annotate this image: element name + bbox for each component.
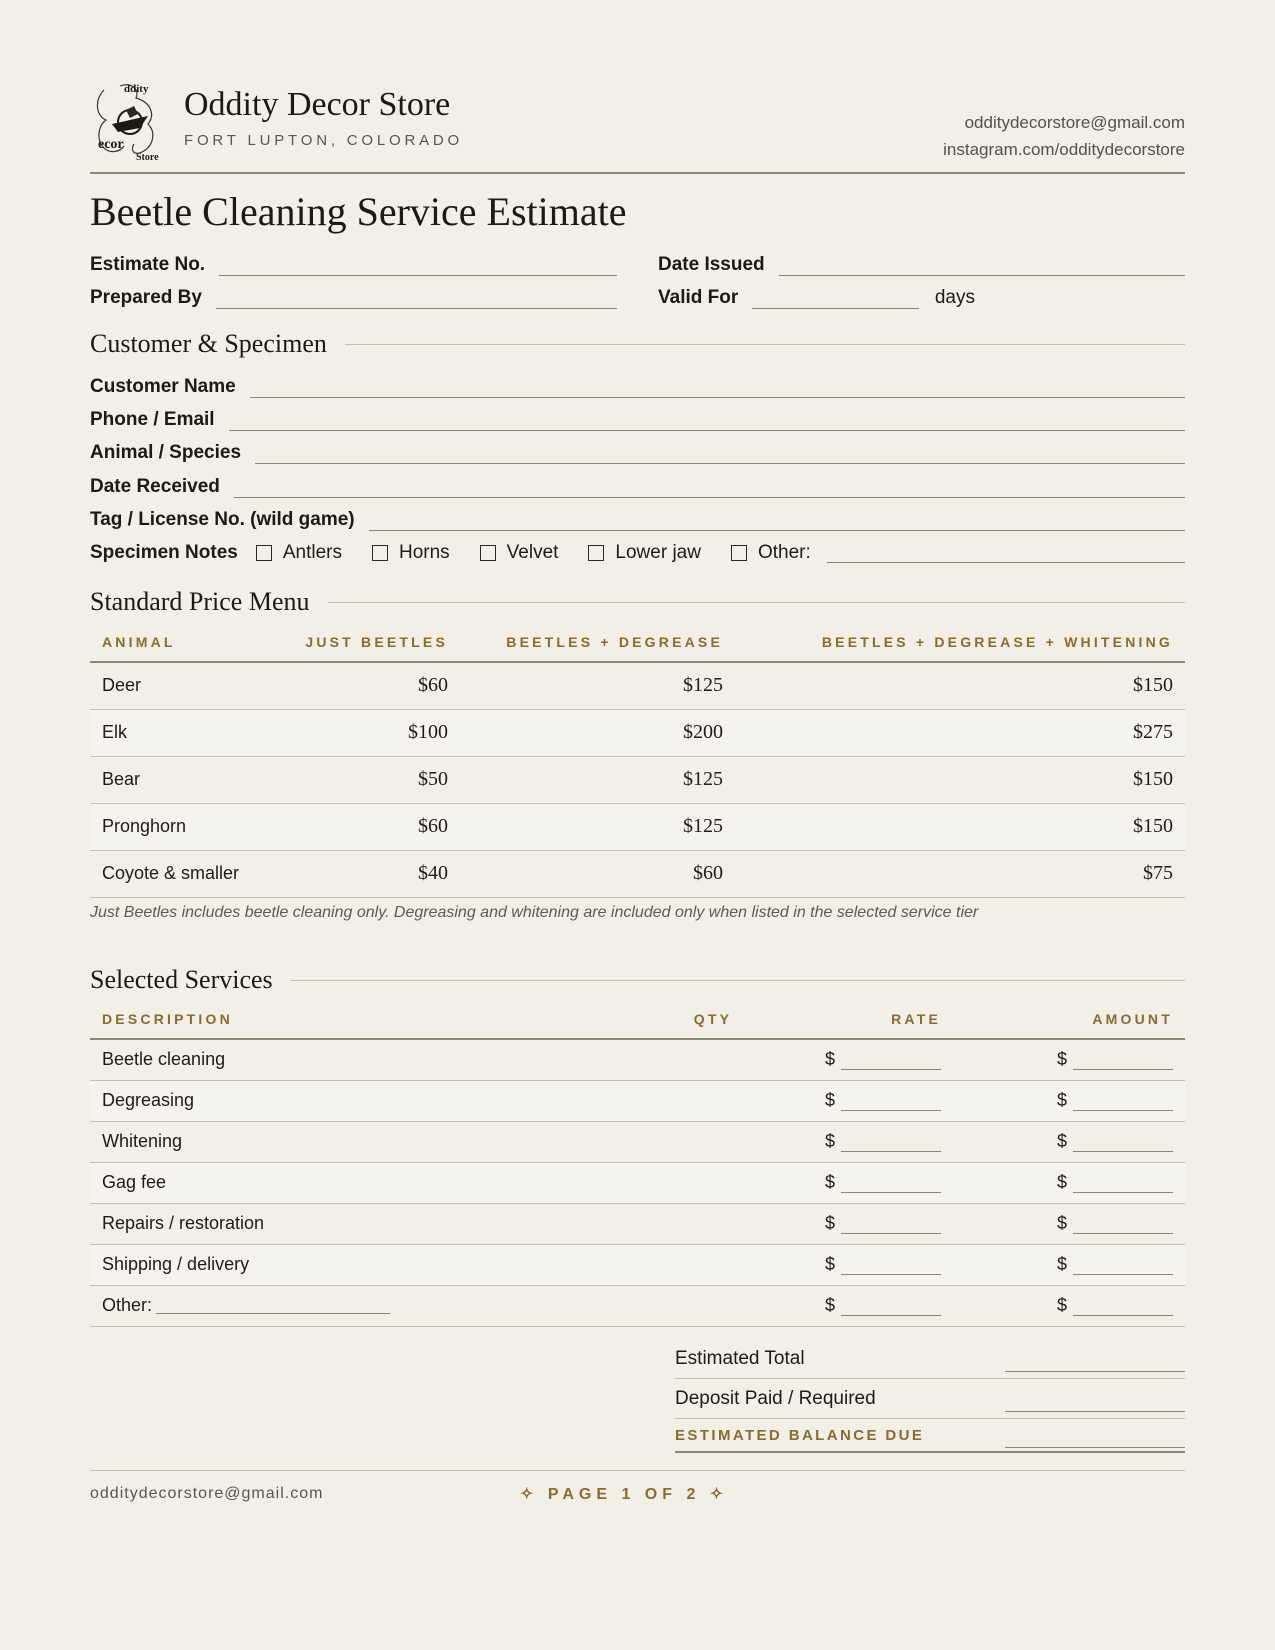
table-row [90, 1203, 1185, 1244]
service-description: Repairs / restoration [90, 1203, 673, 1244]
table-header-row [90, 999, 1185, 1039]
currency-symbol: $ [1056, 1213, 1067, 1233]
prepared-by-field[interactable] [90, 285, 617, 309]
service-description: Whitening [90, 1121, 673, 1162]
qty-cell[interactable] [673, 1203, 753, 1244]
column-header: DESCRIPTION [90, 999, 673, 1039]
services-table [90, 999, 1185, 1327]
store-name: Oddity Decor Store [184, 86, 451, 123]
currency-symbol: $ [1056, 1131, 1067, 1151]
section-rule [291, 980, 1185, 981]
estimate-no-field[interactable] [90, 252, 617, 276]
animal-cell: Elk [90, 709, 275, 756]
checkbox-label: Other: [757, 542, 811, 563]
price-cell: $150 [735, 803, 1185, 850]
phone-email-field[interactable] [90, 407, 1185, 431]
price-cell: $60 [275, 803, 460, 850]
contact-block [943, 109, 1185, 163]
table-row [90, 850, 1185, 897]
services-section-title: Selected Services [90, 965, 273, 994]
animal-cell: Coyote & smaller [90, 850, 275, 897]
date-issued-line[interactable] [779, 262, 1185, 276]
price-cell: $100 [275, 709, 460, 756]
checkbox-icon[interactable] [372, 545, 388, 561]
amount-cell[interactable] [953, 1244, 1185, 1285]
service-description: Shipping / delivery [90, 1244, 673, 1285]
rate-line[interactable] [841, 1056, 941, 1070]
tag-license-field[interactable] [90, 507, 1185, 531]
rate-line[interactable] [841, 1097, 941, 1111]
qty-cell[interactable] [673, 1244, 753, 1285]
currency-symbol: $ [1056, 1254, 1067, 1274]
svg-text:ecor: ecor [98, 137, 124, 152]
checkbox-label: Velvet [506, 542, 559, 563]
rate-cell[interactable] [753, 1080, 953, 1121]
document-title: Beetle Cleaning Service Estimate [90, 189, 627, 234]
section-rule [345, 344, 1185, 345]
customer-name-line[interactable] [250, 384, 1185, 398]
currency-symbol: $ [824, 1131, 835, 1151]
column-header: RATE [753, 999, 953, 1039]
amount-line[interactable] [1073, 1097, 1173, 1111]
animal-cell: Deer [90, 662, 275, 709]
deposit-row [675, 1379, 1185, 1419]
footer-email[interactable]: odditydecorstore@gmail.com [90, 1485, 324, 1502]
other-description-line[interactable] [156, 1300, 390, 1314]
page-indicator: ✧ PAGE 1 OF 2 ✧ [520, 1486, 729, 1503]
specimen-notes-label: Specimen Notes [90, 542, 238, 563]
checkbox-icon[interactable] [731, 545, 747, 561]
checkbox-icon[interactable] [256, 545, 272, 561]
amount-cell[interactable] [953, 1121, 1185, 1162]
service-description: Gag fee [90, 1162, 673, 1203]
amount-line[interactable] [1073, 1138, 1173, 1152]
checkbox-lower-jaw[interactable] [588, 542, 701, 564]
customer-section-header [90, 327, 1185, 361]
currency-symbol: $ [824, 1295, 835, 1315]
rate-cell[interactable] [753, 1244, 953, 1285]
tag-license-label: Tag / License No. (wild game) [90, 509, 355, 530]
amount-cell[interactable] [953, 1203, 1185, 1244]
qty-cell[interactable] [673, 1162, 753, 1203]
price-cell: $125 [460, 662, 735, 709]
service-description: Beetle cleaning [90, 1039, 673, 1080]
tag-license-line[interactable] [369, 517, 1185, 531]
qty-cell[interactable] [673, 1285, 753, 1326]
section-rule [328, 602, 1185, 603]
column-header: QTY [673, 999, 753, 1039]
rate-cell[interactable] [753, 1039, 953, 1080]
estimate-page [90, 0, 1185, 1650]
column-header: JUST BEETLES [275, 622, 460, 662]
table-row [90, 1162, 1185, 1203]
header [90, 80, 1185, 174]
currency-symbol: $ [824, 1254, 835, 1274]
price-cell: $75 [735, 850, 1185, 897]
other-notes-line[interactable] [827, 549, 1185, 563]
svg-text:ddity: ddity [124, 83, 149, 95]
svg-text:Store: Store [136, 152, 159, 163]
rate-cell[interactable] [753, 1285, 953, 1326]
table-row [90, 1121, 1185, 1162]
table-row [90, 1080, 1185, 1121]
checkbox-icon[interactable] [588, 545, 604, 561]
estimate-no-line[interactable] [219, 262, 617, 276]
price-cell: $150 [735, 662, 1185, 709]
estimate-no-label: Estimate No. [90, 254, 206, 275]
date-received-label: Date Received [90, 476, 220, 497]
price-menu-section-title: Standard Price Menu [90, 587, 310, 616]
estimated-total-label: Estimated Total [675, 1347, 805, 1369]
price-menu-section-header [90, 585, 1185, 619]
rate-line[interactable] [841, 1302, 941, 1316]
date-issued-label: Date Issued [658, 254, 765, 275]
balance-due-line[interactable] [1005, 1432, 1185, 1448]
valid-for-line[interactable] [752, 295, 919, 309]
rate-line[interactable] [841, 1261, 941, 1275]
table-row [90, 709, 1185, 756]
balance-due-label: ESTIMATED BALANCE DUE [675, 1426, 925, 1444]
currency-symbol: $ [824, 1213, 835, 1233]
customer-name-label: Customer Name [90, 376, 236, 397]
price-cell: $275 [735, 709, 1185, 756]
table-row [90, 1285, 1185, 1326]
checkbox-label: Lower jaw [615, 542, 701, 563]
date-received-field[interactable] [90, 474, 1185, 498]
currency-symbol: $ [1056, 1090, 1067, 1110]
animal-species-line[interactable] [255, 450, 1185, 464]
amount-cell[interactable] [953, 1039, 1185, 1080]
valid-for-suffix: days [934, 287, 975, 308]
amount-line[interactable] [1073, 1056, 1173, 1070]
customer-section-title: Customer & Specimen [90, 329, 327, 358]
checkbox-label: Horns [398, 542, 450, 563]
beetle-skull-logo-icon [90, 80, 166, 166]
table-header-row [90, 622, 1185, 662]
header-instagram[interactable]: instagram.com/odditydecorstore [943, 140, 1185, 159]
currency-symbol: $ [1056, 1295, 1067, 1315]
amount-line[interactable] [1073, 1220, 1173, 1234]
estimated-total-row [675, 1339, 1185, 1379]
valid-for-label: Valid For [658, 287, 739, 308]
rate-line[interactable] [841, 1138, 941, 1152]
deposit-label: Deposit Paid / Required [675, 1387, 876, 1409]
currency-symbol: $ [1056, 1049, 1067, 1070]
balance-due-row [675, 1419, 1185, 1453]
rate-cell[interactable] [753, 1203, 953, 1244]
amount-cell[interactable] [953, 1080, 1185, 1121]
footer [90, 1470, 1185, 1510]
phone-email-line[interactable] [229, 417, 1185, 431]
valid-for-field[interactable] [658, 285, 975, 309]
table-row [90, 1244, 1185, 1285]
price-menu-table [90, 622, 1185, 898]
price-cell: $50 [275, 756, 460, 803]
currency-symbol: $ [824, 1090, 835, 1110]
table-row [90, 1039, 1185, 1080]
checkbox-icon[interactable] [480, 545, 496, 561]
checkbox-other[interactable] [731, 542, 811, 564]
price-cell: $125 [460, 803, 735, 850]
column-header: BEETLES + DEGREASE + WHITENING [735, 622, 1185, 662]
store-location: FORT LUPTON, COLORADO [184, 132, 464, 149]
customer-name-field[interactable] [90, 374, 1185, 398]
header-email[interactable]: odditydecorstore@gmail.com [964, 113, 1185, 132]
currency-symbol: $ [824, 1172, 835, 1192]
service-description: Degreasing [90, 1080, 673, 1121]
qty-cell[interactable] [673, 1039, 753, 1080]
animal-species-field[interactable] [90, 440, 1185, 464]
price-menu-note: Just Beetles includes beetle cleaning only. Degreasing and whitening are included only when listed in the selected service tier [90, 904, 979, 921]
qty-cell[interactable] [673, 1080, 753, 1121]
price-cell: $60 [275, 662, 460, 709]
specimen-notes-row [90, 540, 1185, 566]
price-cell: $200 [460, 709, 735, 756]
table-row [90, 803, 1185, 850]
price-cell: $60 [460, 850, 735, 897]
estimated-total-line[interactable] [1005, 1356, 1185, 1372]
table-row [90, 756, 1185, 803]
phone-email-label: Phone / Email [90, 409, 215, 430]
services-section-header [90, 963, 1185, 997]
column-header: BEETLES + DEGREASE [460, 622, 735, 662]
table-row [90, 662, 1185, 709]
rate-cell[interactable] [753, 1162, 953, 1203]
qty-cell[interactable] [673, 1121, 753, 1162]
animal-species-label: Animal / Species [90, 442, 242, 463]
checkbox-label: Antlers [282, 542, 342, 563]
price-cell: $150 [735, 756, 1185, 803]
column-header: AMOUNT [953, 999, 1185, 1039]
other-label: Other: [102, 1295, 153, 1315]
checkbox-antlers[interactable] [256, 542, 342, 564]
service-description-other [90, 1285, 673, 1326]
checkbox-velvet[interactable] [480, 542, 559, 564]
date-issued-field[interactable] [658, 252, 1185, 276]
amount-line[interactable] [1073, 1261, 1173, 1275]
animal-cell: Bear [90, 756, 275, 803]
totals-block [675, 1339, 1185, 1453]
date-received-line[interactable] [234, 484, 1185, 498]
rate-line[interactable] [841, 1179, 941, 1193]
column-header: ANIMAL [90, 622, 275, 662]
amount-cell[interactable] [953, 1162, 1185, 1203]
rate-line[interactable] [841, 1220, 941, 1234]
price-cell: $125 [460, 756, 735, 803]
rate-cell[interactable] [753, 1121, 953, 1162]
currency-symbol: $ [1056, 1172, 1067, 1192]
prepared-by-label: Prepared By [90, 287, 202, 308]
deposit-line[interactable] [1005, 1396, 1185, 1412]
prepared-by-line[interactable] [216, 295, 617, 309]
amount-cell[interactable] [953, 1285, 1185, 1326]
checkbox-horns[interactable] [372, 542, 450, 564]
currency-symbol: $ [824, 1049, 835, 1070]
price-cell: $40 [275, 850, 460, 897]
amount-line[interactable] [1073, 1302, 1173, 1316]
amount-line[interactable] [1073, 1179, 1173, 1193]
animal-cell: Pronghorn [90, 803, 275, 850]
